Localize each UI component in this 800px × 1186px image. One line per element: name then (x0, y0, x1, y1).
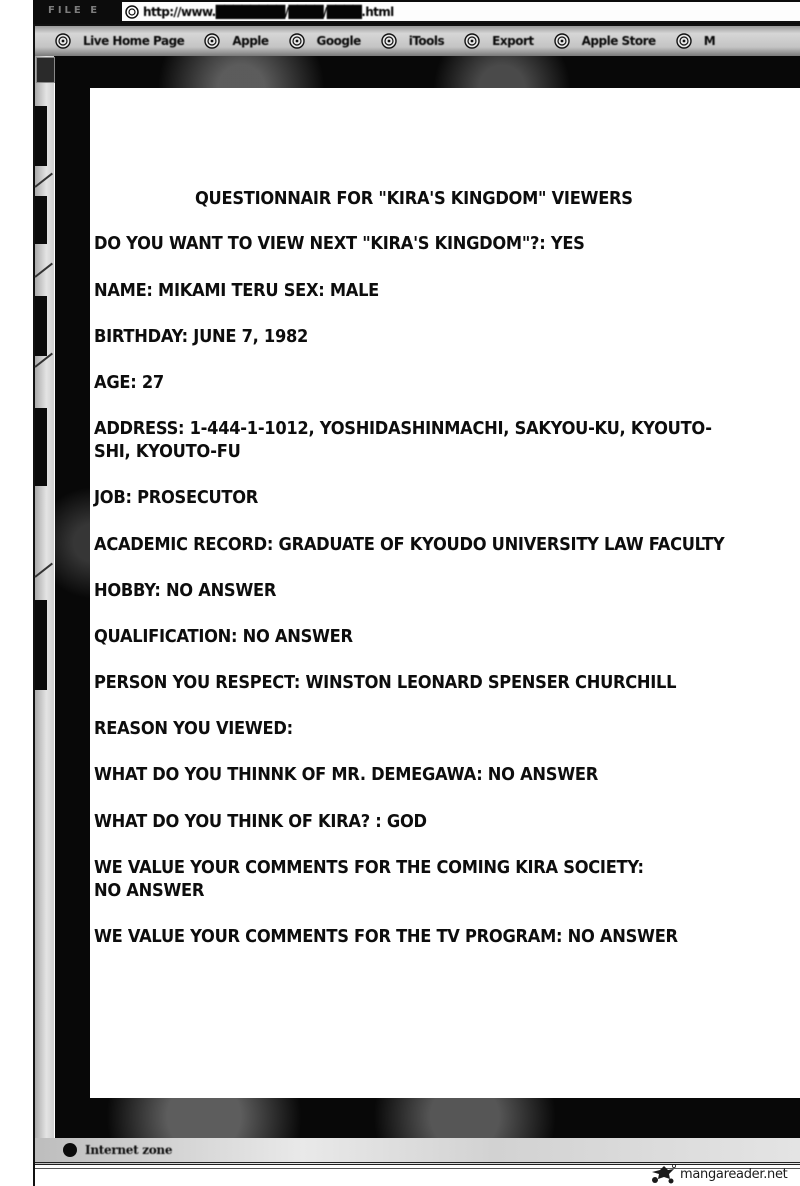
comments-tv-program: WE VALUE YOUR COMMENTS FOR THE TV PROGRAM: NO ANSWER (94, 927, 678, 947)
field-reason-viewed: REASON YOU VIEWED: (94, 719, 293, 739)
bookmarks-bar (33, 24, 800, 59)
field-qualification: QUALIFICATION: NO ANSWER (94, 627, 353, 647)
window-title: FILE E (48, 5, 101, 16)
sidebar-item-icon[interactable] (35, 296, 47, 356)
field-birthday: BIRTHDAY: JUNE 7, 1982 (94, 327, 309, 347)
questionnaire-title: QUESTIONNAIR FOR "KIRA'S KINGDOM" VIEWERS (195, 189, 633, 209)
bookmark-icon (381, 33, 397, 49)
field-person-respect: PERSON YOU RESPECT: WINSTON LEONARD SPENSER CHURCHILL (94, 673, 677, 693)
field-name-sex: NAME: MIKAMI TERU SEX: MALE (94, 281, 380, 301)
sidebar-item-icon[interactable] (35, 600, 47, 690)
field-job: JOB: PROSECUTOR (94, 488, 259, 508)
bookmark-icon (55, 33, 71, 49)
globe-icon (125, 5, 139, 19)
bookmark-icon (554, 33, 570, 49)
bookmark-icon (289, 33, 305, 49)
bookmark-label: Apple (232, 34, 269, 48)
bookmark-label: M (703, 34, 716, 48)
comments-kira-society-line1: WE VALUE YOUR COMMENTS FOR THE COMING KIRA SOCIETY: (94, 858, 644, 878)
bookmark-label: Live Home Page (83, 34, 185, 48)
status-bar (35, 1138, 800, 1165)
field-address-line2: SHI, KYOUTO-FU (94, 442, 241, 462)
field-address-line1: ADDRESS: 1-444-1-1012, YOSHIDASHINMACHI, SAKYOU-KU, KYOUTO- (94, 419, 712, 439)
bookmark-label: iTools (408, 34, 445, 48)
bookmark-apple-store[interactable] (554, 33, 656, 49)
field-age: AGE: 27 (94, 373, 164, 393)
bookmark-label: Apple Store (581, 34, 656, 48)
watermark-logo-icon (650, 1164, 676, 1184)
sidebar-item-icon[interactable] (35, 408, 47, 486)
bookmark-icon (204, 33, 220, 49)
bookmark-icon (676, 33, 692, 49)
status-text: Internet zone (85, 1143, 173, 1157)
bookmark-export[interactable] (464, 33, 533, 49)
sidebar-item-icon[interactable] (35, 196, 47, 244)
zone-icon (63, 1143, 77, 1157)
bookmark-m[interactable] (676, 33, 715, 49)
bookmark-live-home-page[interactable] (55, 33, 184, 49)
comments-kira-society-line2: NO ANSWER (94, 881, 205, 901)
question-kira: WHAT DO YOU THINK OF KIRA? : GOD (94, 812, 427, 832)
sidebar-item-icon[interactable] (35, 106, 47, 166)
bookmark-apple[interactable] (204, 33, 268, 49)
question-view-next: DO YOU WANT TO VIEW NEXT "KIRA'S KINGDOM"?: YES (94, 234, 585, 254)
address-url[interactable]: http://www.████████/████/████.html (143, 4, 394, 19)
address-bar[interactable] (122, 2, 800, 23)
bookmark-google[interactable] (289, 33, 361, 49)
bookmark-label: Export (492, 34, 534, 48)
bookmark-icon (464, 33, 480, 49)
field-academic-record: ACADEMIC RECORD: GRADUATE OF KYOUDO UNIVERSITY LAW FACULTY (94, 535, 725, 555)
field-hobby: HOBBY: NO ANSWER (94, 581, 277, 601)
watermark (650, 1163, 787, 1185)
watermark-text: mangareader.net (680, 1166, 788, 1182)
sidebar-toggle-button[interactable] (36, 57, 55, 83)
question-demegawa: WHAT DO YOU THINNK OF MR. DEMEGAWA: NO ANSWER (94, 765, 598, 785)
bookmark-itools[interactable] (381, 33, 444, 49)
bookmark-label: Google (316, 34, 361, 48)
